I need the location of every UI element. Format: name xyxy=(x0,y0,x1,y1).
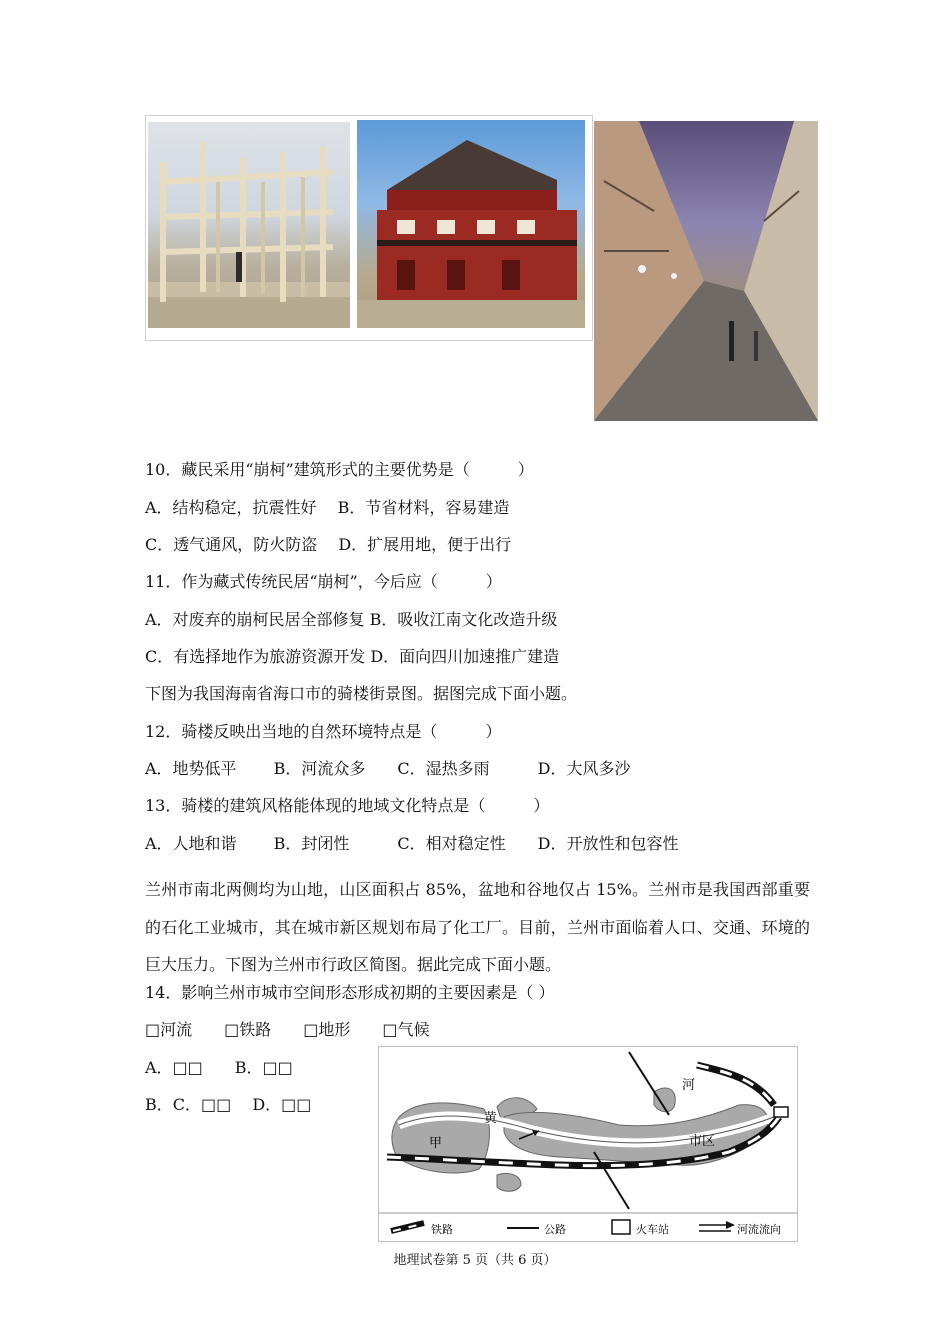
station-marker xyxy=(774,1107,788,1117)
legend-station: 火车站 xyxy=(636,1224,669,1236)
intro-qilou: 下图为我国海南省海口市的骑楼街景图。据图完成下面小题。 xyxy=(145,684,578,703)
area-south-blob xyxy=(497,1173,521,1191)
q14-stem: 14．影响兰州市城市空间形态形成初期的主要因素是（ ） xyxy=(145,983,555,1002)
lanzhou-map xyxy=(378,1046,798,1242)
q13-stem: 13．骑楼的建筑风格能体现的地域文化特点是（ ） xyxy=(145,796,550,815)
label-urban: 市区 xyxy=(689,1133,716,1148)
q14-factors: □河流 □铁路 □地形 □气候 xyxy=(145,1020,430,1039)
q12-stem: 12．骑楼反映出当地的自然环境特点是（ ） xyxy=(145,722,502,741)
legend-railway: 铁路 xyxy=(431,1224,453,1236)
q14-option-row-2: B．C．□□ D．□□ xyxy=(145,1095,312,1114)
q14-option-row-1: A．□□ B．□□ xyxy=(145,1058,293,1077)
page-footer: 地理试卷第 5 页（共 6 页） xyxy=(393,1253,557,1268)
q10-stem: 10．藏民采用“崩柯”建筑形式的主要优势是（ ） xyxy=(145,460,534,479)
photo-benke-frame-construction xyxy=(148,122,350,328)
legend-road: 公路 xyxy=(544,1224,566,1236)
legend-flow: 河流流向 xyxy=(737,1224,781,1236)
q10-option-row-1: A．结构稳定，抗震性好 B．节省材料，容易建造 xyxy=(145,498,510,517)
label-jia: 甲 xyxy=(429,1135,443,1150)
q11-option-row-2: C．有选择地作为旅游资源开发 D．面向四川加速推广建造 xyxy=(145,647,560,666)
q11-stem: 11．作为藏式传统民居“崩柯”，今后应（ ） xyxy=(145,572,502,591)
intro-lanzhou: 兰州市南北两侧均为山地，山区面积占 85%，盆地和谷地仅占 15%。兰州市是我国西部重要的石化工业城市，其在城市新区规划布局了化工厂。目前，兰州市面临着人口、交通、环境的巨大压力。下图为兰州市行政区简图。据此完成下面小题。 xyxy=(145,880,810,974)
label-river-huang: 黄 xyxy=(484,1110,498,1125)
label-river-he: 河 xyxy=(682,1077,696,1092)
q13-options: A．人地和谐 B．封闭性 C．相对稳定性 D．开放性和包容性 xyxy=(145,834,679,853)
q10-option-row-2: C．透气通风，防火防盗 D．扩展用地，便于出行 xyxy=(145,535,512,554)
photo-qilou-street xyxy=(594,121,818,421)
photo-tibetan-house xyxy=(357,120,585,328)
q11-option-row-1: A．对废弃的崩柯民居全部修复 B．吸收江南文化改造升级 xyxy=(145,610,558,629)
q12-options: A．地势低平 B．河流众多 C．湿热多雨 D．大风多沙 xyxy=(145,759,631,778)
